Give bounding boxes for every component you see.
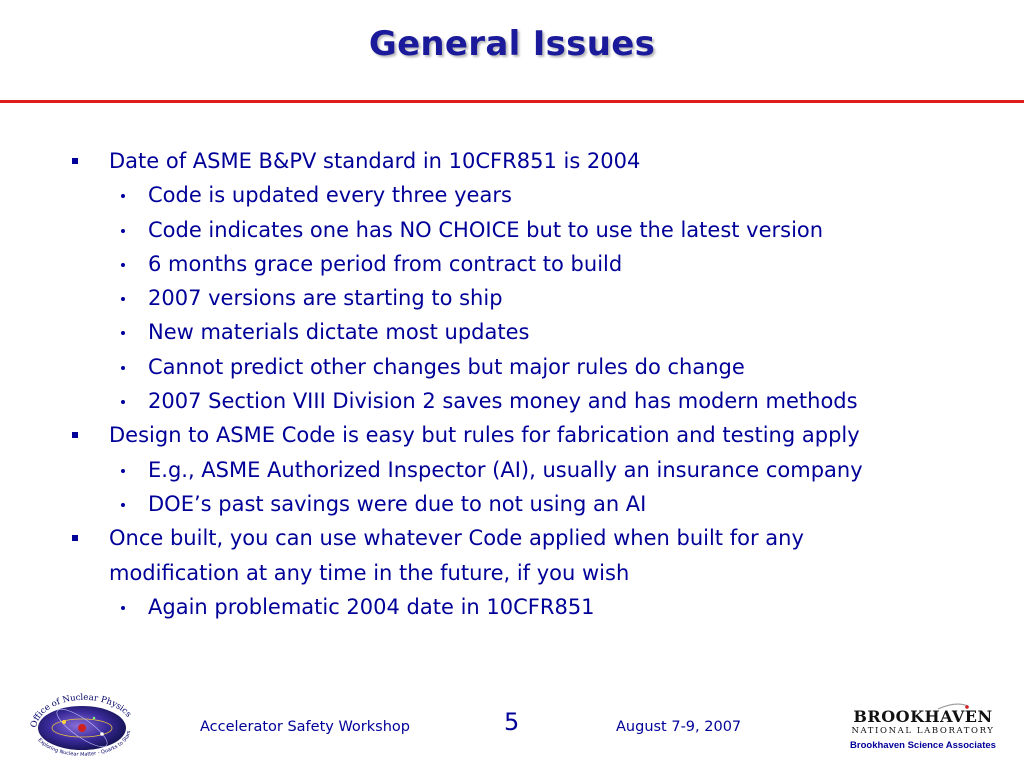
sub-bullet-item [68, 178, 1018, 212]
dot-bullet-icon [121, 503, 125, 507]
square-bullet-icon [72, 158, 78, 164]
dot-bullet-icon [121, 331, 125, 335]
square-bullet-icon [72, 432, 78, 438]
sub-bullet-item [68, 384, 1018, 418]
bullet-text: Date of ASME B&PV standard in 10CFR851 is 2004 [109, 149, 641, 173]
sub-bullet-text: Cannot predict other changes but major rules do change [148, 354, 745, 379]
sub-bullet-text: Code indicates one has NO CHOICE but to use the latest version [148, 217, 824, 242]
sub-bullet-item [68, 247, 1018, 281]
slide-body [68, 144, 1018, 624]
sub-bullet-item [68, 213, 1018, 247]
sub-bullet-item [68, 350, 1018, 384]
page-number: 5 [504, 708, 520, 736]
sub-bullet-text: New materials dictate most updates [148, 320, 530, 345]
footer-date: August 7-9, 2007 [616, 719, 742, 735]
dot-bullet-icon [121, 606, 125, 610]
onp-logo-bottom-text: Exploring Nuclear Matter - Quarks to Stars [36, 730, 133, 758]
bullet-text: Once built, you can use whatever Code applied when built for any [109, 526, 804, 551]
brookhaven-logo [828, 700, 1018, 756]
slide-title: General Issues [368, 24, 656, 64]
dot-bullet-icon [121, 194, 125, 198]
footer-event: Accelerator Safety Workshop [200, 719, 410, 735]
office-of-nuclear-physics-logo [24, 690, 140, 760]
dot-bullet-icon [121, 366, 125, 370]
bnl-logo-tagline: Brookhaven Science Associates [850, 740, 996, 751]
bnl-logo-name: BROOKHAVEN [853, 707, 993, 726]
dot-bullet-icon [121, 297, 125, 301]
sub-bullet-item [68, 315, 1018, 349]
onp-logo-top-text: Office of Nuclear Physics [28, 692, 134, 729]
sub-bullet-text: 6 months grace period from contract to build [148, 251, 623, 276]
sub-bullet-item [68, 487, 1018, 521]
dot-bullet-icon [121, 400, 125, 404]
sub-bullet-text: DOE’s past savings were due to not using an AI [148, 491, 647, 516]
bullet-item [68, 144, 1018, 178]
title-divider [0, 100, 1024, 103]
sub-bullet-item [68, 453, 1018, 487]
sub-bullet-text: 2007 Section VIII Division 2 saves money and has modern methods [148, 389, 858, 414]
bullet-item [68, 418, 1018, 452]
bullet-text: Design to ASME Code is easy but rules for fabrication and testing apply [109, 423, 860, 448]
dot-bullet-icon [121, 263, 125, 267]
bullet-continuation: modification at any time in the future, if you wish [109, 560, 630, 585]
sub-bullet-text: Code is updated every three years [148, 183, 512, 208]
sub-bullet-text: 2007 versions are starting to ship [148, 286, 503, 311]
bnl-logo-subtitle: NATIONAL LABORATORY [851, 726, 995, 736]
dot-bullet-icon [121, 469, 125, 473]
sub-bullet-item [68, 590, 1018, 624]
sub-bullet-text: Again problematic 2004 date in 10CFR851 [148, 594, 595, 619]
bullet-item [68, 521, 1018, 555]
square-bullet-icon [72, 535, 78, 541]
sub-bullet-text: E.g., ASME Authorized Inspector (AI), usually an insurance company [148, 457, 863, 482]
dot-bullet-icon [121, 229, 125, 233]
sub-bullet-item [68, 281, 1018, 315]
